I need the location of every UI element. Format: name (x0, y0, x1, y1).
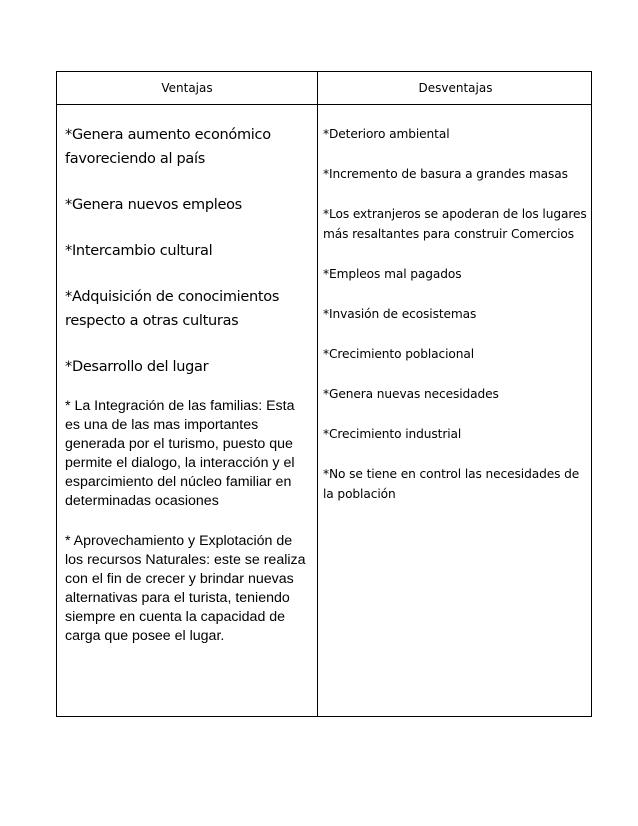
ventaja-item: *Genera aumento económico favoreciendo al país (65, 127, 271, 167)
ventaja-item: * Aprovechamiento y Explotación de los recursos Naturales: este se realiza con el fin de crecer y brindar nuevas alternativas para el turista, teniendo siempre en cuenta la capacidad de carga que posee el lugar. (65, 533, 306, 644)
desventajas-column (323, 124, 587, 504)
ventaja-item: *Adquisición de conocimientos respecto a otras culturas (65, 289, 280, 329)
ventaja-item: * La Integración de las familias: Esta es una de las mas importantes generada por el turismo, puesto que permite el dialogo, la interacción y el esparcimiento del núcleo familiar en determinadas ocasiones (65, 398, 295, 509)
desventaja-item: *Los extranjeros se apoderan de los lugares más resaltantes para construir Comercios (323, 207, 587, 241)
desventaja-item: *Crecimiento industrial (323, 427, 462, 441)
header-divider (57, 104, 591, 105)
desventaja-item: *Invasión de ecosistemas (323, 307, 477, 321)
header-desventajas: Desventajas (418, 81, 493, 95)
desventaja-item: *Incremento de basura a grandes masas (323, 167, 568, 181)
desventaja-item: *No se tiene en control las necesidades de la población (323, 467, 580, 501)
desventaja-item: *Genera nuevas necesidades (323, 387, 499, 401)
ventaja-item: *Intercambio cultural (65, 243, 213, 259)
ventaja-item: *Genera nuevos empleos (65, 197, 242, 213)
ventajas-column (65, 123, 311, 646)
column-divider (317, 72, 318, 716)
ventaja-item: *Desarrollo del lugar (65, 359, 209, 375)
desventaja-item: *Deterioro ambiental (323, 127, 450, 141)
desventaja-item: *Crecimiento poblacional (323, 347, 475, 361)
header-ventajas: Ventajas (161, 81, 213, 95)
comparison-table (56, 71, 592, 717)
desventaja-item: *Empleos mal pagados (323, 267, 462, 281)
